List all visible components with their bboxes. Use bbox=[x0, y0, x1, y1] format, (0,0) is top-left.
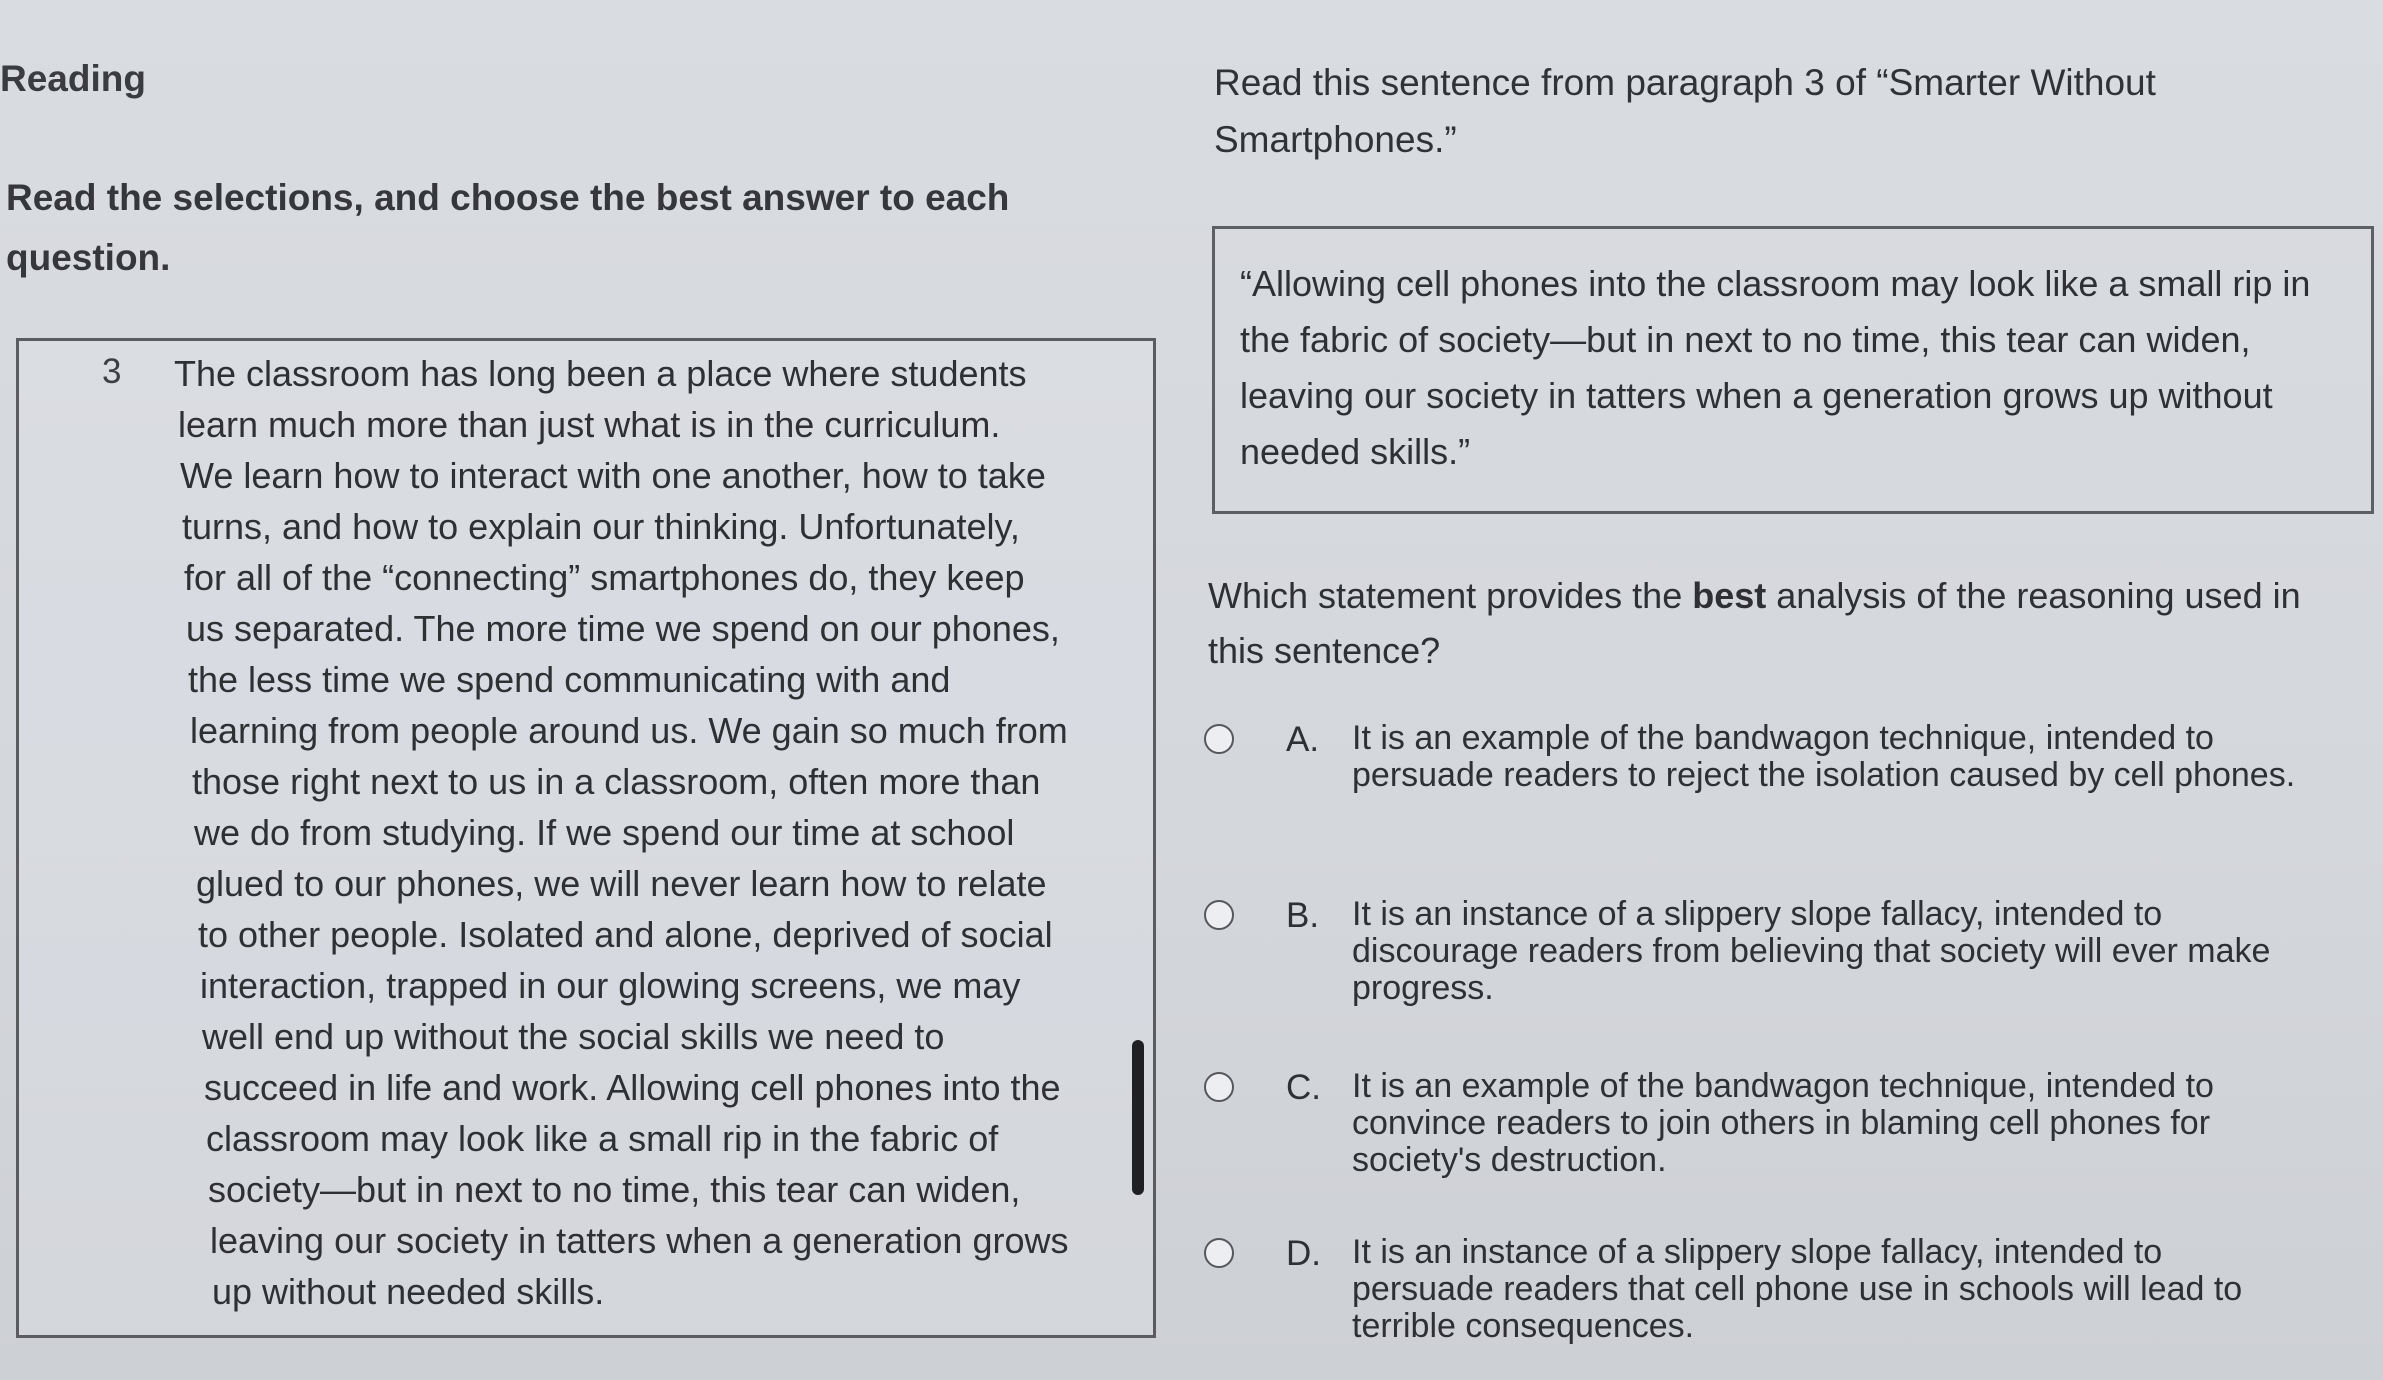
passage-line: those right next to us in a classroom, often more than bbox=[192, 761, 1041, 802]
choice-text: It is an instance of a slippery slope fallacy, intended to persuade readers that cell phone use in schools will lead to terrible consequences. bbox=[1352, 1233, 2243, 1345]
choice-text: It is an example of the bandwagon technique, intended to convince readers to join others in blaming cell phones for society's destruction. bbox=[1352, 1067, 2214, 1179]
question-stem bbox=[1208, 568, 2338, 678]
answer-choice-b[interactable] bbox=[1204, 896, 2354, 1006]
passage-line: society—but in next to no time, this tear can widen, bbox=[208, 1169, 1021, 1210]
choice-letter: D. bbox=[1286, 1234, 1321, 1273]
quote-text: “Allowing cell phones into the classroom may look like a small rip in the fabric of society—but in next to no time, this tear can widen, leaving our society in tatters when a generation grows up without needed skills.” bbox=[1240, 263, 2311, 472]
choice-letter: A. bbox=[1286, 720, 1320, 759]
passage-line: classroom may look like a small rip in the fabric of bbox=[206, 1118, 999, 1159]
instructions-text: Read the selections, and choose the best answer to each question. bbox=[6, 177, 1010, 278]
question-intro: Read this sentence from paragraph 3 of “Smarter Without Smartphones.” bbox=[1214, 62, 2156, 160]
paragraph-number: 3 bbox=[102, 352, 122, 391]
passage-line: turns, and how to explain our thinking. Unfortunately, bbox=[182, 506, 1020, 547]
passage-line: the less time we spend communicating with and bbox=[188, 659, 951, 700]
passage-text bbox=[174, 348, 1114, 1317]
passage-line: The classroom has long been a place where students bbox=[174, 353, 1027, 394]
passage-line: up without needed skills. bbox=[212, 1271, 605, 1312]
passage-line: We learn how to interact with one another, how to take bbox=[180, 455, 1046, 496]
passage-line: learning from people around us. We gain so much from bbox=[190, 710, 1068, 751]
choice-text: It is an instance of a slippery slope fallacy, intended to discourage readers from believing that society will ever make progress. bbox=[1352, 895, 2271, 1007]
answer-choice-d[interactable] bbox=[1204, 1234, 2354, 1344]
passage-line: well end up without the social skills we need to bbox=[202, 1016, 945, 1057]
answer-choice-a[interactable] bbox=[1204, 720, 2354, 830]
radio-button-d[interactable] bbox=[1204, 1238, 1234, 1268]
passage-line: glued to our phones, we will never learn how to relate bbox=[196, 863, 1047, 904]
passage-line: learn much more than just what is in the curriculum. bbox=[178, 404, 1001, 445]
radio-button-a[interactable] bbox=[1204, 724, 1234, 754]
subject-title: Reading bbox=[0, 58, 146, 99]
choice-letter: C. bbox=[1286, 1068, 1321, 1107]
radio-button-c[interactable] bbox=[1204, 1072, 1234, 1102]
question-text-start: Which statement provides the bbox=[1208, 575, 1693, 616]
passage-line: for all of the “connecting” smartphones do, they keep bbox=[184, 557, 1025, 598]
choice-text: It is an example of the bandwagon technique, intended to persuade readers to reject the isolation caused by cell phones. bbox=[1352, 719, 2296, 794]
question-text-end: analysis of the reasoning used in this sentence? bbox=[1208, 575, 2301, 671]
passage-line: succeed in life and work. Allowing cell phones into the bbox=[204, 1067, 1061, 1108]
choice-letter: B. bbox=[1286, 896, 1320, 935]
passage-line: interaction, trapped in our glowing screens, we may bbox=[200, 965, 1021, 1006]
passage-line: we do from studying. If we spend our time at school bbox=[194, 812, 1015, 853]
passage-line: to other people. Isolated and alone, deprived of social bbox=[198, 914, 1053, 955]
passage-line: us separated. The more time we spend on our phones, bbox=[186, 608, 1060, 649]
passage-line: leaving our society in tatters when a generation grows bbox=[210, 1220, 1069, 1261]
answer-choice-c[interactable] bbox=[1204, 1068, 2354, 1178]
question-emphasis: best bbox=[1692, 575, 1767, 616]
passage-scrollbar[interactable] bbox=[1132, 1040, 1144, 1195]
radio-button-b[interactable] bbox=[1204, 900, 1234, 930]
